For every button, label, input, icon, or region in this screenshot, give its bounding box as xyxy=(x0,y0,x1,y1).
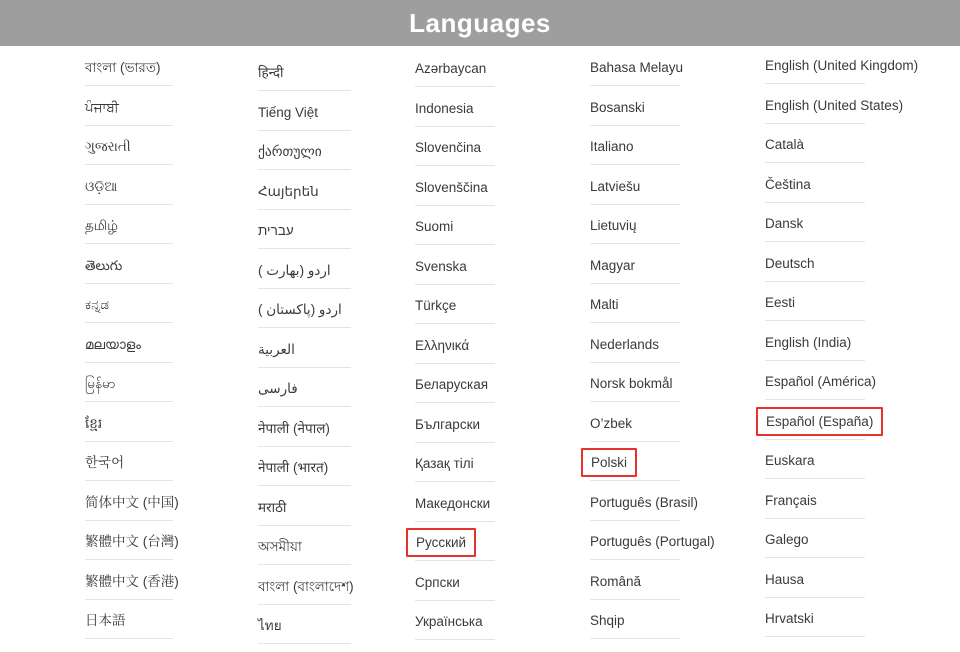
item-divider xyxy=(85,638,173,639)
item-divider xyxy=(85,362,173,363)
language-item[interactable] xyxy=(85,54,255,94)
item-divider xyxy=(85,401,173,402)
item-divider xyxy=(415,165,495,166)
item-divider xyxy=(590,480,680,481)
language-label: မြန်မာ xyxy=(85,376,116,391)
language-label: Nederlands xyxy=(590,336,660,352)
language-label: Slovenščina xyxy=(415,179,488,195)
item-divider xyxy=(415,521,495,522)
language-column-3 xyxy=(415,46,585,648)
language-label: Беларуская xyxy=(415,377,489,392)
item-divider xyxy=(590,283,680,284)
language-item[interactable] xyxy=(258,99,428,139)
language-item[interactable] xyxy=(258,415,428,455)
language-label: ગુજરાતી xyxy=(85,139,131,154)
language-label: Türkçe xyxy=(415,298,457,313)
language-label: اردو (بھارت ) xyxy=(258,262,331,278)
language-item[interactable] xyxy=(258,375,428,415)
item-divider xyxy=(765,518,865,519)
item-divider xyxy=(765,478,865,479)
language-column-4 xyxy=(590,46,760,647)
language-item[interactable] xyxy=(590,410,760,450)
item-divider xyxy=(415,323,495,324)
language-label: עברית xyxy=(258,223,294,238)
item-divider xyxy=(258,90,351,91)
language-item[interactable] xyxy=(258,612,428,652)
language-label: தமிழ் xyxy=(85,218,118,233)
language-item[interactable] xyxy=(415,95,585,135)
language-item[interactable] xyxy=(765,368,935,408)
item-divider xyxy=(258,367,351,368)
language-label: Dansk xyxy=(765,216,804,231)
item-divider xyxy=(258,485,351,486)
item-divider xyxy=(258,564,351,565)
language-item[interactable] xyxy=(765,250,935,290)
item-divider xyxy=(590,164,680,165)
item-divider xyxy=(590,441,680,442)
item-divider xyxy=(590,559,680,560)
language-label: Македонски xyxy=(415,495,491,511)
language-label: 繁體中文 (香港) xyxy=(85,573,179,589)
language-item[interactable] xyxy=(765,605,935,645)
item-divider xyxy=(765,597,865,598)
item-divider xyxy=(85,164,173,165)
language-label: Čeština xyxy=(765,176,811,192)
language-label: Español (América) xyxy=(765,374,877,389)
item-divider xyxy=(590,638,680,639)
item-divider xyxy=(765,162,865,163)
item-divider xyxy=(415,560,495,561)
language-item[interactable] xyxy=(258,217,428,257)
language-item[interactable] xyxy=(85,133,255,173)
language-label: ქართული xyxy=(258,144,322,159)
language-label: Română xyxy=(590,573,642,589)
item-divider xyxy=(415,205,495,206)
item-divider xyxy=(765,241,865,242)
language-label: Português (Brasil) xyxy=(590,494,699,510)
language-label: Magyar xyxy=(590,257,636,273)
language-label: Deutsch xyxy=(765,255,815,271)
language-item[interactable] xyxy=(415,411,585,451)
language-label: ಕನ್ನಡ xyxy=(85,297,110,312)
item-divider xyxy=(590,125,680,126)
language-label: English (India) xyxy=(765,334,852,350)
language-item[interactable] xyxy=(85,370,255,410)
item-divider xyxy=(765,281,865,282)
language-label: Italiano xyxy=(590,139,634,154)
language-item[interactable] xyxy=(85,212,255,252)
language-item[interactable] xyxy=(415,529,585,569)
language-item[interactable] xyxy=(258,59,428,99)
item-divider xyxy=(258,130,351,131)
item-divider xyxy=(590,362,680,363)
language-label: मराठी xyxy=(258,499,287,515)
language-label: ਪੰਜਾਬੀ xyxy=(85,99,119,115)
item-divider xyxy=(85,441,173,442)
language-label: Bosanski xyxy=(590,99,645,115)
item-divider xyxy=(590,322,680,323)
language-label: Shqip xyxy=(590,613,625,628)
item-divider xyxy=(765,636,865,637)
item-divider xyxy=(415,363,495,364)
language-item[interactable] xyxy=(765,210,935,250)
language-label: Galego xyxy=(765,532,809,547)
language-label: ខ្មែរ xyxy=(85,415,103,431)
language-item[interactable] xyxy=(415,490,585,530)
language-item[interactable] xyxy=(258,178,428,218)
language-item[interactable] xyxy=(765,487,935,527)
item-divider xyxy=(415,481,495,482)
language-item[interactable] xyxy=(415,55,585,95)
language-item[interactable] xyxy=(85,331,255,371)
language-label: العربية xyxy=(258,341,295,357)
item-divider xyxy=(415,126,495,127)
language-item[interactable] xyxy=(765,131,935,171)
language-item[interactable] xyxy=(765,526,935,566)
item-divider xyxy=(258,406,351,407)
header-bar xyxy=(0,0,960,46)
language-label: Hausa xyxy=(765,571,805,587)
item-divider xyxy=(590,401,680,402)
language-label: नेपाली (भारत) xyxy=(258,460,329,475)
language-label: اردو (پاکستان ) xyxy=(258,302,342,317)
language-item[interactable] xyxy=(415,292,585,332)
language-label: हिन्दी xyxy=(258,65,284,80)
language-label: Suomi xyxy=(415,219,454,234)
language-label-selected: Polski xyxy=(581,448,637,477)
language-item[interactable] xyxy=(415,608,585,648)
language-item[interactable] xyxy=(590,212,760,252)
language-label: తెలుగు xyxy=(85,257,123,273)
item-divider xyxy=(590,85,680,86)
language-item[interactable] xyxy=(590,133,760,173)
language-label-selected: Español (España) xyxy=(756,407,883,436)
language-label: ଓଡ଼ିଆ xyxy=(85,178,118,194)
language-label: Bahasa Melayu xyxy=(590,60,684,75)
page-title: Languages xyxy=(409,7,551,38)
language-item[interactable] xyxy=(590,331,760,371)
language-label: O’zbek xyxy=(590,415,633,431)
language-label: Malti xyxy=(590,297,619,312)
language-label: Slovenčina xyxy=(415,140,482,155)
language-label: Eesti xyxy=(765,295,796,310)
language-item[interactable] xyxy=(590,252,760,292)
language-label: 한국어 xyxy=(85,455,125,470)
language-item[interactable] xyxy=(258,454,428,494)
language-item[interactable] xyxy=(765,329,935,369)
item-divider xyxy=(765,83,865,84)
language-item[interactable] xyxy=(258,296,428,336)
language-label: 繁體中文 (台灣) xyxy=(85,534,179,549)
item-divider xyxy=(85,599,173,600)
language-label: Tiếng Việt xyxy=(258,104,319,120)
item-divider xyxy=(590,204,680,205)
language-label: Հայերեն xyxy=(258,183,319,199)
item-divider xyxy=(590,243,680,244)
language-label: Azərbaycan xyxy=(415,61,487,76)
language-item[interactable] xyxy=(258,336,428,376)
language-item[interactable] xyxy=(258,494,428,534)
language-item[interactable] xyxy=(85,528,255,568)
language-item[interactable] xyxy=(590,370,760,410)
item-divider xyxy=(590,599,680,600)
language-label: Ελληνικά xyxy=(415,337,470,353)
language-label: Српски xyxy=(415,574,460,590)
language-label: ไทย xyxy=(258,618,282,633)
item-divider xyxy=(258,643,351,644)
language-label: Português (Portugal) xyxy=(590,534,715,549)
language-label: Українська xyxy=(415,614,483,629)
item-divider xyxy=(415,86,495,87)
language-item[interactable] xyxy=(415,450,585,490)
language-label: नेपाली (नेपाल) xyxy=(258,420,330,436)
language-label: Svenska xyxy=(415,258,467,274)
language-item[interactable] xyxy=(590,607,760,647)
item-divider xyxy=(258,327,351,328)
item-divider xyxy=(765,399,865,400)
item-divider xyxy=(415,402,495,403)
language-item[interactable] xyxy=(765,447,935,487)
item-divider xyxy=(85,204,173,205)
language-item[interactable] xyxy=(415,371,585,411)
language-label: Norsk bokmål xyxy=(590,376,673,391)
language-label: Hrvatski xyxy=(765,611,814,626)
item-divider xyxy=(765,360,865,361)
language-item[interactable] xyxy=(85,568,255,608)
language-item[interactable] xyxy=(590,173,760,213)
language-item[interactable] xyxy=(415,332,585,372)
language-item[interactable] xyxy=(765,408,935,448)
language-label: فارسی xyxy=(258,381,298,396)
item-divider xyxy=(415,600,495,601)
language-label: Euskara xyxy=(765,453,815,468)
language-label: Lietuvių xyxy=(590,218,637,233)
language-label: Български xyxy=(415,416,481,432)
item-divider xyxy=(258,604,351,605)
language-item[interactable] xyxy=(765,52,935,92)
item-divider xyxy=(765,202,865,203)
item-divider xyxy=(258,288,351,289)
language-item[interactable] xyxy=(258,138,428,178)
item-divider xyxy=(590,520,680,521)
language-item[interactable] xyxy=(765,171,935,211)
item-divider xyxy=(258,169,351,170)
language-label: Français xyxy=(765,492,817,508)
item-divider xyxy=(765,123,865,124)
item-divider xyxy=(765,439,865,440)
item-divider xyxy=(415,284,495,285)
language-item[interactable] xyxy=(765,289,935,329)
language-item[interactable] xyxy=(590,568,760,608)
language-label: English (United Kingdom) xyxy=(765,58,919,73)
language-label: অসমীয়া xyxy=(258,539,302,554)
item-divider xyxy=(765,320,865,321)
language-label: বাংলা (ভারত) xyxy=(85,60,161,75)
language-label: বাংলা (বাংলাদেশ) xyxy=(258,578,354,594)
language-item[interactable] xyxy=(415,213,585,253)
language-item[interactable] xyxy=(85,252,255,292)
language-item[interactable] xyxy=(415,253,585,293)
item-divider xyxy=(765,557,865,558)
language-item[interactable] xyxy=(85,173,255,213)
language-item[interactable] xyxy=(85,607,255,647)
language-label: Català xyxy=(765,137,805,152)
language-item[interactable] xyxy=(258,257,428,297)
language-item[interactable] xyxy=(415,134,585,174)
language-label: Қазақ тілі xyxy=(415,456,474,471)
language-item[interactable] xyxy=(590,291,760,331)
language-item[interactable] xyxy=(85,449,255,489)
language-label: മലയാളം xyxy=(85,336,141,352)
language-item[interactable] xyxy=(415,569,585,609)
item-divider xyxy=(415,244,495,245)
language-item[interactable] xyxy=(590,54,760,94)
language-item[interactable] xyxy=(85,489,255,529)
language-label: Latviešu xyxy=(590,178,641,194)
language-item[interactable] xyxy=(590,489,760,529)
language-item[interactable] xyxy=(765,566,935,606)
language-label: English (United States) xyxy=(765,97,904,113)
language-column-1 xyxy=(85,46,255,647)
item-divider xyxy=(258,446,351,447)
language-item[interactable] xyxy=(85,410,255,450)
item-divider xyxy=(85,243,173,244)
language-item[interactable] xyxy=(590,449,760,489)
item-divider xyxy=(85,480,173,481)
language-item[interactable] xyxy=(415,174,585,214)
item-divider xyxy=(258,209,351,210)
language-list xyxy=(0,46,960,640)
language-label: Indonesia xyxy=(415,100,474,116)
language-item[interactable] xyxy=(85,94,255,134)
item-divider xyxy=(85,283,173,284)
language-item[interactable] xyxy=(590,94,760,134)
language-label-selected: Русский xyxy=(406,528,476,557)
item-divider xyxy=(85,125,173,126)
language-item[interactable] xyxy=(590,528,760,568)
language-label: 简体中文 (中国) xyxy=(85,494,179,510)
language-column-2 xyxy=(258,46,428,652)
item-divider xyxy=(85,85,173,86)
language-item[interactable] xyxy=(85,291,255,331)
language-column-5 xyxy=(765,46,935,645)
language-item[interactable] xyxy=(258,573,428,613)
item-divider xyxy=(85,322,173,323)
item-divider xyxy=(85,520,173,521)
language-item[interactable] xyxy=(765,92,935,132)
language-item[interactable] xyxy=(258,533,428,573)
item-divider xyxy=(85,559,173,560)
language-label: 日本語 xyxy=(85,613,126,628)
item-divider xyxy=(258,525,351,526)
item-divider xyxy=(258,248,351,249)
item-divider xyxy=(415,442,495,443)
